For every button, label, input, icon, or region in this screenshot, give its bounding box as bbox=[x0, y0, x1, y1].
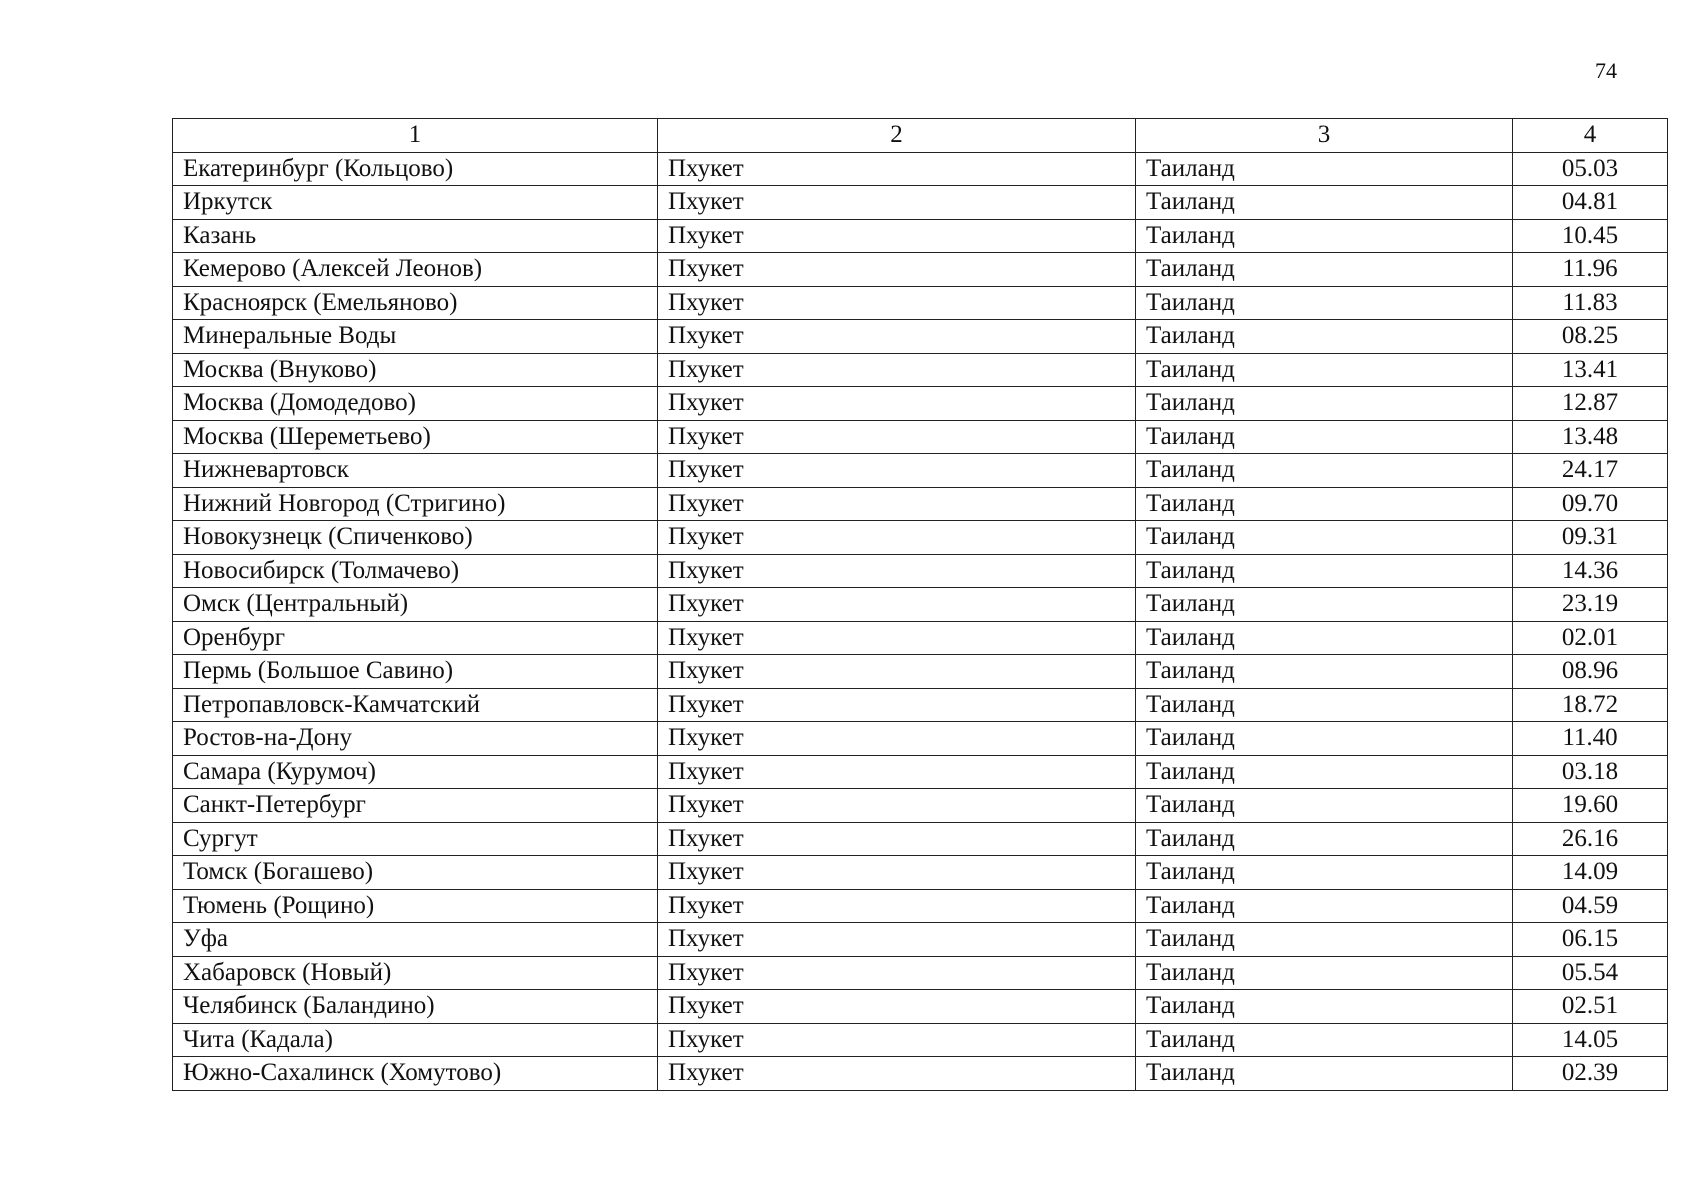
destination-cell: Пхукет bbox=[658, 923, 1136, 957]
departure-city-cell: Уфа bbox=[173, 923, 658, 957]
value-cell: 12.87 bbox=[1513, 387, 1668, 421]
destination-cell: Пхукет bbox=[658, 554, 1136, 588]
page-number: 74 bbox=[1595, 58, 1617, 83]
value-cell: 11.40 bbox=[1513, 722, 1668, 756]
value-cell: 03.18 bbox=[1513, 755, 1668, 789]
country-cell: Таиланд bbox=[1136, 722, 1513, 756]
table-row bbox=[173, 856, 1668, 890]
table-row bbox=[173, 320, 1668, 354]
destination-cell: Пхукет bbox=[658, 387, 1136, 421]
country-cell: Таиланд bbox=[1136, 353, 1513, 387]
destination-cell: Пхукет bbox=[658, 621, 1136, 655]
country-cell: Таиланд bbox=[1136, 856, 1513, 890]
destination-cell: Пхукет bbox=[658, 789, 1136, 823]
value-cell: 04.81 bbox=[1513, 186, 1668, 220]
departure-city-cell: Екатеринбург (Кольцово) bbox=[173, 152, 658, 186]
value-cell: 23.19 bbox=[1513, 588, 1668, 622]
value-cell: 18.72 bbox=[1513, 688, 1668, 722]
table-row bbox=[173, 387, 1668, 421]
departure-city-cell: Новокузнецк (Спиченково) bbox=[173, 521, 658, 555]
value-cell: 14.05 bbox=[1513, 1023, 1668, 1057]
departure-city-cell: Москва (Внуково) bbox=[173, 353, 658, 387]
table-row bbox=[173, 688, 1668, 722]
departure-city-cell: Самара (Курумоч) bbox=[173, 755, 658, 789]
departure-city-cell: Чита (Кадала) bbox=[173, 1023, 658, 1057]
country-cell: Таиланд bbox=[1136, 956, 1513, 990]
country-cell: Таиланд bbox=[1136, 822, 1513, 856]
departure-city-cell: Тюмень (Рощино) bbox=[173, 889, 658, 923]
table-row bbox=[173, 722, 1668, 756]
table-header-row bbox=[173, 119, 1668, 153]
departure-city-cell: Минеральные Воды bbox=[173, 320, 658, 354]
value-cell: 13.48 bbox=[1513, 420, 1668, 454]
destination-cell: Пхукет bbox=[658, 353, 1136, 387]
departure-city-cell: Нижневартовск bbox=[173, 454, 658, 488]
departure-city-cell: Оренбург bbox=[173, 621, 658, 655]
destination-cell: Пхукет bbox=[658, 588, 1136, 622]
table-row bbox=[173, 621, 1668, 655]
country-cell: Таиланд bbox=[1136, 621, 1513, 655]
country-cell: Таиланд bbox=[1136, 588, 1513, 622]
country-cell: Таиланд bbox=[1136, 186, 1513, 220]
value-cell: 14.09 bbox=[1513, 856, 1668, 890]
destination-cell: Пхукет bbox=[658, 722, 1136, 756]
destination-cell: Пхукет bbox=[658, 186, 1136, 220]
value-cell: 09.70 bbox=[1513, 487, 1668, 521]
country-cell: Таиланд bbox=[1136, 923, 1513, 957]
country-cell: Таиланд bbox=[1136, 487, 1513, 521]
table-row bbox=[173, 554, 1668, 588]
departure-city-cell: Казань bbox=[173, 219, 658, 253]
table-row bbox=[173, 789, 1668, 823]
country-cell: Таиланд bbox=[1136, 889, 1513, 923]
table-row bbox=[173, 822, 1668, 856]
destination-cell: Пхукет bbox=[658, 856, 1136, 890]
value-cell: 02.51 bbox=[1513, 990, 1668, 1024]
destination-cell: Пхукет bbox=[658, 487, 1136, 521]
country-cell: Таиланд bbox=[1136, 1023, 1513, 1057]
departure-city-cell: Южно-Сахалинск (Хомутово) bbox=[173, 1057, 658, 1091]
table-row bbox=[173, 655, 1668, 689]
country-cell: Таиланд bbox=[1136, 152, 1513, 186]
country-cell: Таиланд bbox=[1136, 454, 1513, 488]
table-row bbox=[173, 990, 1668, 1024]
destination-cell: Пхукет bbox=[658, 420, 1136, 454]
table-row bbox=[173, 1023, 1668, 1057]
value-cell: 02.01 bbox=[1513, 621, 1668, 655]
value-cell: 11.83 bbox=[1513, 286, 1668, 320]
table-row bbox=[173, 923, 1668, 957]
value-cell: 24.17 bbox=[1513, 454, 1668, 488]
country-cell: Таиланд bbox=[1136, 387, 1513, 421]
destination-cell: Пхукет bbox=[658, 152, 1136, 186]
departure-city-cell: Омск (Центральный) bbox=[173, 588, 658, 622]
destination-cell: Пхукет bbox=[658, 655, 1136, 689]
destination-cell: Пхукет bbox=[658, 286, 1136, 320]
value-cell: 26.16 bbox=[1513, 822, 1668, 856]
value-cell: 13.41 bbox=[1513, 353, 1668, 387]
country-cell: Таиланд bbox=[1136, 789, 1513, 823]
departure-city-cell: Москва (Шереметьево) bbox=[173, 420, 658, 454]
country-cell: Таиланд bbox=[1136, 420, 1513, 454]
country-cell: Таиланд bbox=[1136, 755, 1513, 789]
country-cell: Таиланд bbox=[1136, 1057, 1513, 1091]
value-cell: 08.25 bbox=[1513, 320, 1668, 354]
country-cell: Таиланд bbox=[1136, 554, 1513, 588]
table-row bbox=[173, 588, 1668, 622]
value-cell: 04.59 bbox=[1513, 889, 1668, 923]
country-cell: Таиланд bbox=[1136, 688, 1513, 722]
value-cell: 19.60 bbox=[1513, 789, 1668, 823]
table-row bbox=[173, 521, 1668, 555]
table-row bbox=[173, 353, 1668, 387]
value-cell: 08.96 bbox=[1513, 655, 1668, 689]
destination-cell: Пхукет bbox=[658, 454, 1136, 488]
value-cell: 05.54 bbox=[1513, 956, 1668, 990]
value-cell: 02.39 bbox=[1513, 1057, 1668, 1091]
table-row bbox=[173, 487, 1668, 521]
departure-city-cell: Санкт-Петербург bbox=[173, 789, 658, 823]
departure-city-cell: Нижний Новгород (Стригино) bbox=[173, 487, 658, 521]
table-row bbox=[173, 253, 1668, 287]
value-cell: 11.96 bbox=[1513, 253, 1668, 287]
departure-city-cell: Сургут bbox=[173, 822, 658, 856]
value-cell: 10.45 bbox=[1513, 219, 1668, 253]
country-cell: Таиланд bbox=[1136, 219, 1513, 253]
country-cell: Таиланд bbox=[1136, 521, 1513, 555]
table-row bbox=[173, 219, 1668, 253]
destination-cell: Пхукет bbox=[658, 822, 1136, 856]
departure-city-cell: Петропавловск-Камчатский bbox=[173, 688, 658, 722]
departure-city-cell: Хабаровск (Новый) bbox=[173, 956, 658, 990]
destination-cell: Пхукет bbox=[658, 956, 1136, 990]
table-row bbox=[173, 889, 1668, 923]
column-header: 4 bbox=[1513, 119, 1668, 153]
country-cell: Таиланд bbox=[1136, 253, 1513, 287]
country-cell: Таиланд bbox=[1136, 286, 1513, 320]
destination-cell: Пхукет bbox=[658, 1057, 1136, 1091]
destination-cell: Пхукет bbox=[658, 320, 1136, 354]
routes-table bbox=[172, 118, 1668, 1091]
destination-cell: Пхукет bbox=[658, 521, 1136, 555]
departure-city-cell: Томск (Богашево) bbox=[173, 856, 658, 890]
departure-city-cell: Москва (Домодедово) bbox=[173, 387, 658, 421]
table-row bbox=[173, 956, 1668, 990]
destination-cell: Пхукет bbox=[658, 755, 1136, 789]
departure-city-cell: Кемерово (Алексей Леонов) bbox=[173, 253, 658, 287]
departure-city-cell: Ростов-на-Дону bbox=[173, 722, 658, 756]
table-row bbox=[173, 152, 1668, 186]
country-cell: Таиланд bbox=[1136, 320, 1513, 354]
value-cell: 14.36 bbox=[1513, 554, 1668, 588]
column-header: 1 bbox=[173, 119, 658, 153]
destination-cell: Пхукет bbox=[658, 688, 1136, 722]
table-row bbox=[173, 186, 1668, 220]
destination-cell: Пхукет bbox=[658, 889, 1136, 923]
departure-city-cell: Иркутск bbox=[173, 186, 658, 220]
value-cell: 09.31 bbox=[1513, 521, 1668, 555]
column-header: 2 bbox=[658, 119, 1136, 153]
value-cell: 05.03 bbox=[1513, 152, 1668, 186]
value-cell: 06.15 bbox=[1513, 923, 1668, 957]
table-row bbox=[173, 420, 1668, 454]
destination-cell: Пхукет bbox=[658, 219, 1136, 253]
table-row bbox=[173, 1057, 1668, 1091]
destination-cell: Пхукет bbox=[658, 1023, 1136, 1057]
country-cell: Таиланд bbox=[1136, 655, 1513, 689]
departure-city-cell: Пермь (Большое Савино) bbox=[173, 655, 658, 689]
destination-cell: Пхукет bbox=[658, 990, 1136, 1024]
departure-city-cell: Новосибирск (Толмачево) bbox=[173, 554, 658, 588]
departure-city-cell: Красноярск (Емельяново) bbox=[173, 286, 658, 320]
table-row bbox=[173, 286, 1668, 320]
table-row bbox=[173, 454, 1668, 488]
country-cell: Таиланд bbox=[1136, 990, 1513, 1024]
column-header: 3 bbox=[1136, 119, 1513, 153]
table-body bbox=[173, 152, 1668, 1090]
departure-city-cell: Челябинск (Баландино) bbox=[173, 990, 658, 1024]
destination-cell: Пхукет bbox=[658, 253, 1136, 287]
table-row bbox=[173, 755, 1668, 789]
